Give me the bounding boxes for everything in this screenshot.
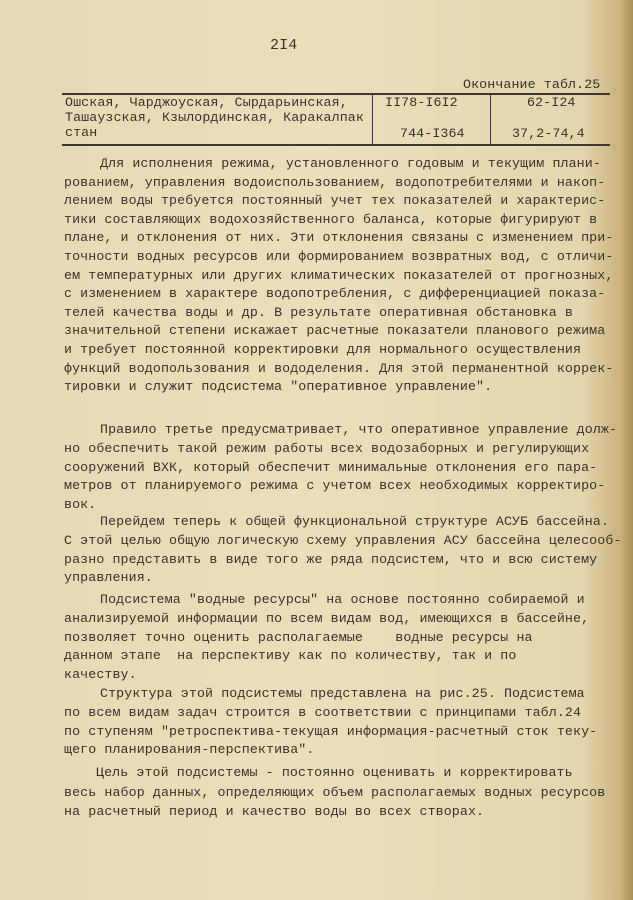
- paragraph-line: по ступеням "ретроспектива-текущая информация-расчетный сток теку-: [64, 723, 598, 739]
- paragraph-line: значительной степени искажает расчетные показатели планового режима: [64, 323, 606, 339]
- table-cell-region: стан: [65, 125, 98, 140]
- paragraph-line: позволяет точно оценить располагаемые водные ресурсы на: [64, 629, 533, 645]
- paragraph-first-line: Правило третье предусматривает, что оперативное управление долж-: [100, 422, 618, 437]
- paragraph-line: лением воды требуется постоянный учет тех показателей и характерис-: [64, 193, 606, 209]
- paragraph-line: с изменением в характере водопотребления, с дифференциацией показа-: [64, 286, 606, 302]
- paragraph-line: рованием, управления водоиспользованием, водопотребителями и накоп-: [64, 174, 606, 190]
- paragraph-line: анализируемой информации по всем видам вод, имеющихся в бассейне,: [64, 610, 590, 626]
- paragraph-first-line: Цель этой подсистемы - постоянно оценивать и корректировать: [96, 765, 573, 780]
- table-cell-region: Ошская, Чарджоуская, Сырдарьинская,: [65, 95, 348, 110]
- table-cell-range2: 37,2-74,4: [512, 126, 585, 141]
- paragraph-line: С этой целью общую логическую схему управления АСУ бассейна целесооб-: [64, 532, 622, 548]
- paragraph-line: и требует постоянной корректировки для нормального осуществления: [64, 342, 582, 357]
- paragraph-line: тировки и служит подсистема "оперативное управление".: [64, 379, 493, 395]
- paragraph-first-line: Для исполнения режима, установленного годовым и текущим плани-: [100, 156, 601, 171]
- paragraph-line: качеству.: [64, 667, 137, 683]
- paragraph-line: но обеспечить такой режим работы всех водозаборных и регулирующих: [64, 440, 590, 456]
- paragraph-line: по всем видам задач строится в соответствии с принципами табл.24: [64, 704, 582, 720]
- table-cell-range2: 62-I24: [527, 95, 576, 110]
- table-cell-range1: 744-I364: [400, 126, 465, 141]
- paragraph-line: метров от планируемого режима с учетом всех необходимых корректиро-: [64, 478, 606, 494]
- table-caption: Окончание табл.25: [463, 77, 601, 92]
- paragraph-line: разно представить в виде того же ряда подсистем, что и всю систему: [64, 551, 598, 567]
- paragraph-line: щего планирования-перспектива".: [64, 742, 315, 758]
- table-column-divider: [490, 94, 491, 145]
- paragraph-line: управления.: [64, 570, 153, 586]
- paragraph-line: вок.: [64, 497, 97, 513]
- page-number: 2I4: [270, 37, 298, 54]
- paragraph-first-line: Структура этой подсистемы представлена на рис.25. Подсистема: [100, 686, 585, 701]
- paragraph-line: плане, и отклонения от них. Эти отклонения связаны с изменением при-: [64, 230, 614, 246]
- table-cell-range1: II78-I6I2: [385, 95, 458, 110]
- paragraph-line: точности водных ресурсов или формированием возвратных вод, с отличи-: [64, 249, 614, 264]
- paragraph-line: на расчетный период и качество воды во всех створах.: [64, 804, 485, 819]
- paragraph-line: данном этапе на перспективу как по количеству, так и по: [64, 648, 517, 664]
- table-bottom-rule: [62, 144, 610, 146]
- table-column-divider: [372, 94, 373, 145]
- paragraph-line: весь набор данных, определяющих объем располагаемых водных ресурсов: [64, 784, 606, 800]
- paragraph-line: тики составляющих водохозяйственного баланса, которые фигурируют в: [64, 211, 598, 227]
- paragraph-first-line: Подсистема "водные ресурсы" на основе постоянно собираемой и: [100, 592, 585, 607]
- paragraph-line: телей качества воды и др. В результате оперативная обстановка в: [64, 304, 574, 320]
- paragraph-line: ем температурных или других климатических показателей от прогнозных,: [64, 267, 614, 283]
- paragraph-first-line: Перейдем теперь к общей функциональной структуре АСУБ бассейна.: [100, 514, 610, 529]
- paragraph-line: сооружений ВХК, который обеспечит минимальные отклонения его пара-: [64, 459, 598, 475]
- paragraph-line: функций водопользования и вододеления. Для этой перманентной коррек-: [64, 360, 614, 376]
- table-cell-region: Ташаузская, Кзылординская, Каракалпак: [65, 110, 364, 125]
